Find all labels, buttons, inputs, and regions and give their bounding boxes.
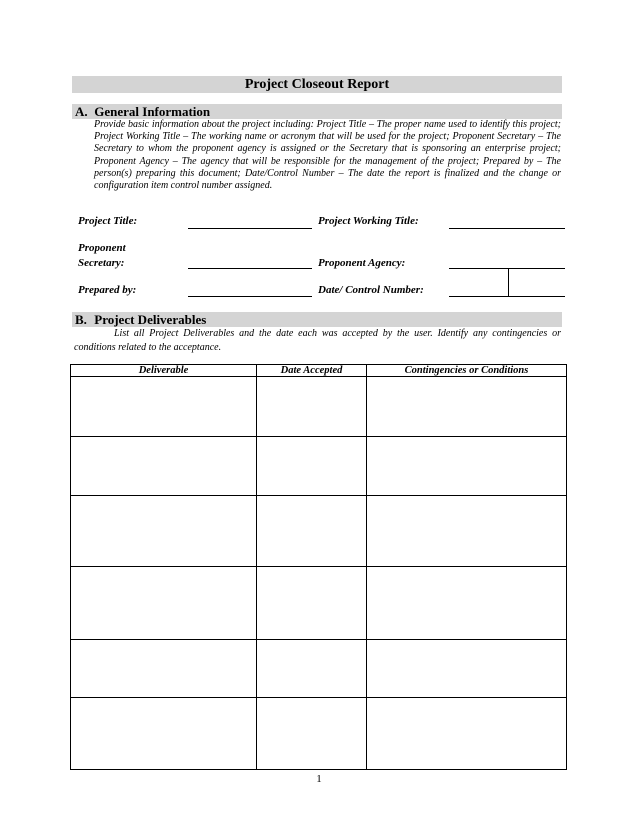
deliverable-cell[interactable] bbox=[71, 640, 257, 698]
secretary-label: Secretary: bbox=[78, 257, 125, 269]
proponent-agency-field[interactable] bbox=[449, 268, 565, 269]
deliverable-cell[interactable] bbox=[71, 437, 257, 496]
deliverable-cell[interactable] bbox=[71, 377, 257, 437]
contingencies-cell[interactable] bbox=[367, 640, 567, 698]
section-a-instructions: Provide basic information about the project including: Project Title – The proper name used to identify this project; Project Working Title – The working name or acronym that will be used for the project; Proponent Secretary – The Secretary to whom the proponent agency is assigned or the Secretary that is sponsoring an enterprise project; Proponent Agency – The agency that will be responsible for the management of the project; Prepared by – The person(s) preparing this document; Date/Control Number – The date the report is finalized and the change or configuration item control number assigned. bbox=[94, 119, 561, 192]
section-a-title: General Information bbox=[94, 104, 211, 119]
section-a-letter: A. bbox=[75, 104, 88, 119]
section-b-title: Project Deliverables bbox=[94, 312, 207, 327]
document-title: Project Closeout Report bbox=[72, 76, 562, 93]
table-row bbox=[71, 698, 567, 770]
date-accepted-cell[interactable] bbox=[257, 640, 367, 698]
date-accepted-cell[interactable] bbox=[257, 437, 367, 496]
project-working-title-label: Project Working Title: bbox=[318, 215, 419, 227]
prepared-by-field[interactable] bbox=[188, 296, 312, 297]
contingencies-cell[interactable] bbox=[367, 377, 567, 437]
date-control-number-label: Date/ Control Number: bbox=[318, 284, 424, 296]
contingencies-header: Contingencies or Conditions bbox=[367, 365, 567, 377]
date-accepted-cell[interactable] bbox=[257, 496, 367, 567]
date-control-number-divider bbox=[508, 269, 509, 297]
table-row bbox=[71, 640, 567, 698]
proponent-label: Proponent bbox=[78, 242, 126, 254]
date-accepted-header: Date Accepted bbox=[257, 365, 367, 377]
section-a-heading bbox=[72, 104, 562, 119]
project-working-title-field[interactable] bbox=[449, 228, 565, 229]
project-title-field[interactable] bbox=[188, 228, 312, 229]
deliverables-table bbox=[70, 364, 567, 770]
date-accepted-cell[interactable] bbox=[257, 377, 367, 437]
deliverable-cell[interactable] bbox=[71, 567, 257, 640]
date-accepted-cell[interactable] bbox=[257, 567, 367, 640]
table-row bbox=[71, 377, 567, 437]
table-header-row bbox=[71, 365, 567, 377]
deliverable-header: Deliverable bbox=[71, 365, 257, 377]
proponent-agency-label: Proponent Agency: bbox=[318, 257, 406, 269]
table-row bbox=[71, 437, 567, 496]
project-title-label: Project Title: bbox=[78, 215, 138, 227]
contingencies-cell[interactable] bbox=[367, 567, 567, 640]
section-b-instructions: List all Project Deliverables and the date each was accepted by the user. Identify any contingencies or conditions related to the acceptance. bbox=[74, 328, 561, 353]
section-b-letter: B. bbox=[75, 312, 87, 327]
contingencies-cell[interactable] bbox=[367, 437, 567, 496]
prepared-by-label: Prepared by: bbox=[78, 284, 137, 296]
table-row bbox=[71, 567, 567, 640]
section-b-heading bbox=[72, 312, 562, 327]
contingencies-cell[interactable] bbox=[367, 496, 567, 567]
table-row bbox=[71, 496, 567, 567]
page-number: 1 bbox=[316, 773, 322, 785]
date-accepted-cell[interactable] bbox=[257, 698, 367, 770]
deliverable-cell[interactable] bbox=[71, 496, 257, 567]
contingencies-cell[interactable] bbox=[367, 698, 567, 770]
proponent-secretary-field[interactable] bbox=[188, 268, 312, 269]
date-control-number-field[interactable] bbox=[449, 296, 565, 297]
deliverable-cell[interactable] bbox=[71, 698, 257, 770]
